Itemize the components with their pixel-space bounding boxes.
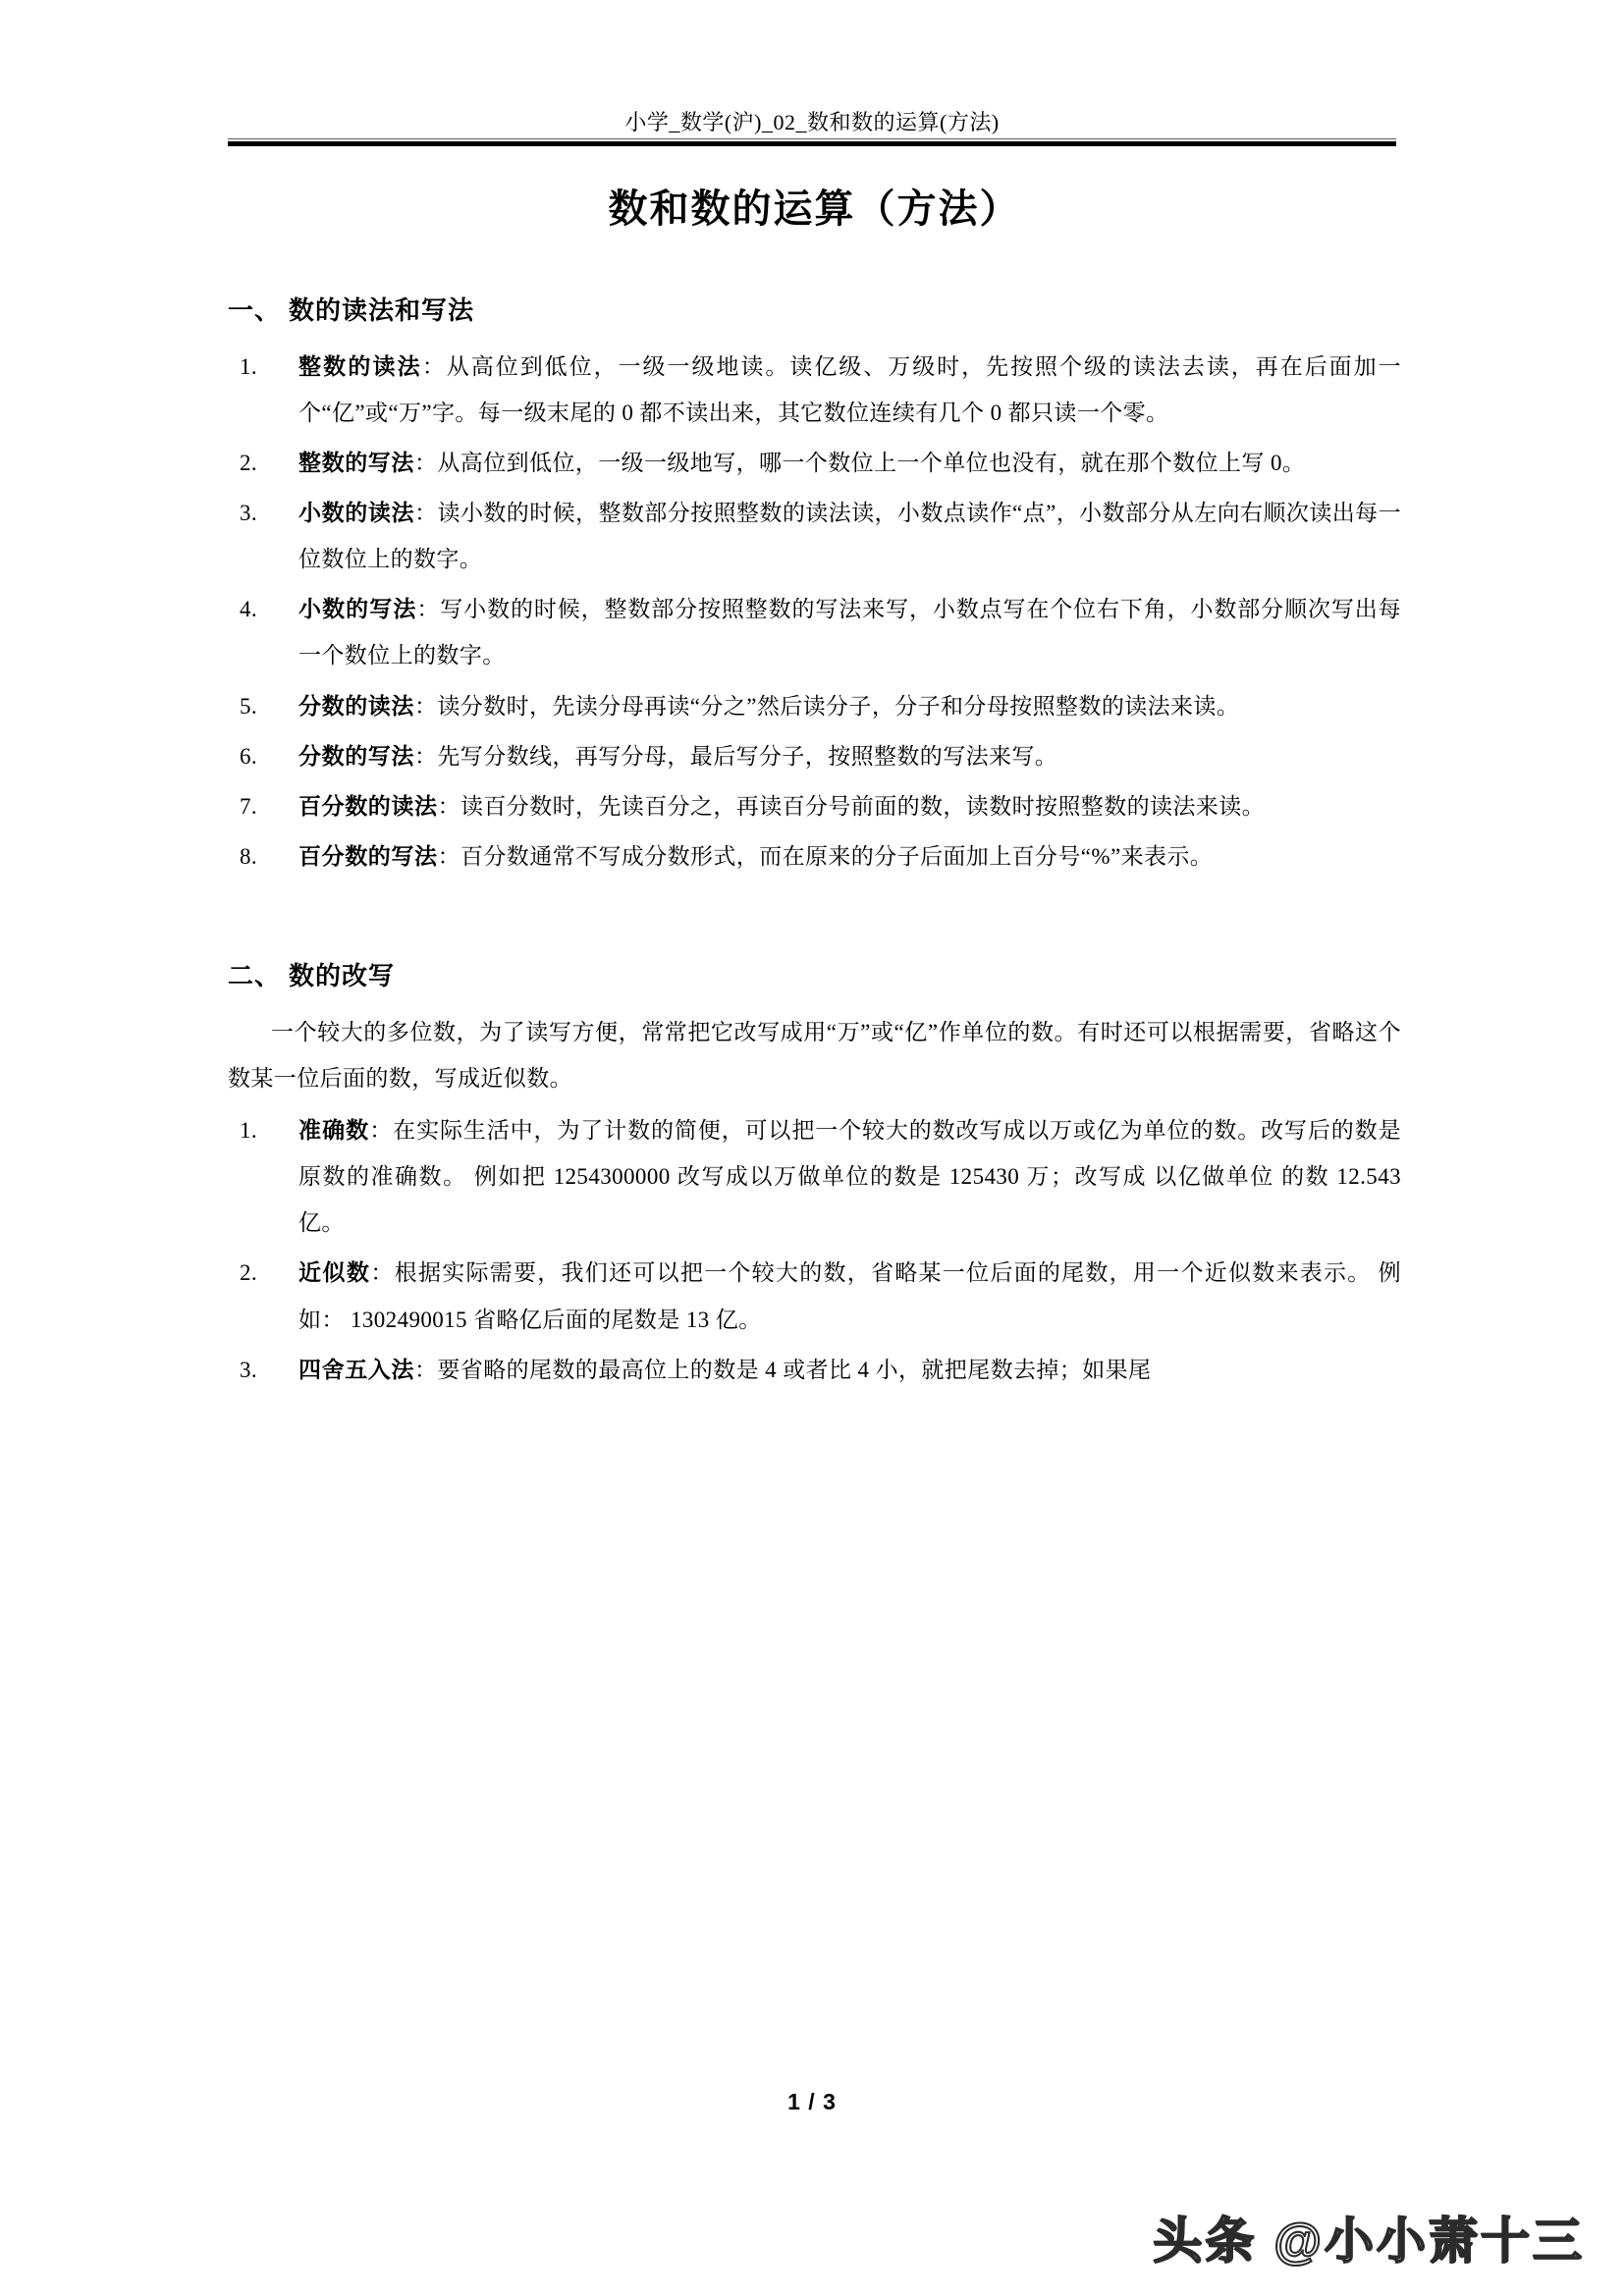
list-item [228,490,1401,582]
list-item-marker: 7. [240,793,258,819]
list-item-marker: 8. [240,844,258,869]
section-number: 一、 [228,296,282,325]
list-item-label: 整数的读法 [298,353,422,379]
list-item-text: ：要省略的尾数的最高位上的数是 4 或者比 4 小，就把尾数去掉；如果尾 [414,1357,1152,1382]
section-heading [228,956,1401,997]
list-item-text: ：读小数的时候，整数部分按照整数的读法读，小数点读作“点”，小数部分从左向右顺次读出每一位数位上的数字。 [298,501,1401,572]
section-number-rewriting [228,956,1401,1393]
list-item-text: ：从高位到低位，一级一级地写，哪一个数位上一个单位也没有，就在那个数位上写 0。 [414,450,1306,475]
list-item-marker: 6. [240,743,258,769]
list-item-text: ：先写分数线，再写分母，最后写分子，按照整数的写法来写。 [414,743,1058,769]
list-item-text: ：在实际生活中，为了计数的简便，可以把一个较大的数改写成以万或亿为单位的数。改写后的数是原数的准确数。 例如把 1254300000 改写成以万做单位的数是 125430 万；改写成 以亿做单位 的数 12.543 亿。 [298,1118,1401,1236]
list-item [228,344,1401,436]
list-item-label: 小数的写法 [298,597,417,622]
section-heading-text: 数的改写 [289,962,396,991]
list-item-label: 小数的读法 [298,501,415,526]
watermark: 头条 @小小萧十三 [1153,2214,1585,2269]
list-item-label: 整数的写法 [298,450,414,475]
header-rule-thick [228,141,1396,146]
list-item-marker: 1. [240,353,258,379]
list-item [228,1347,1401,1393]
page-number: 1 / 3 [787,2089,837,2114]
section-item-list [228,1107,1401,1393]
list-item-marker: 2. [240,450,258,475]
list-item-text: ：写小数的时候，整数部分按照整数的写法来写，小数点写在个位右下角，小数部分顺次写出每一个数位上的数字。 [298,597,1401,668]
page-footer [0,2089,1624,2115]
list-item-marker: 4. [240,597,258,622]
list-item-text: ：从高位到低位，一级一级地读。读亿级、万级时，先按照个级的读法去读，再在后面加一个“亿”或“万”字。每一级末尾的 0 都不读出来，其它数位连续有几个 0 都只读一个零。 [298,353,1402,425]
list-item [228,733,1401,779]
list-item-label: 分数的写法 [298,743,414,769]
running-header-text: 小学_数学(沪)_02_数和数的运算(方法) [624,110,1000,134]
list-item-label: 近似数 [298,1260,371,1286]
list-item-marker: 1. [240,1118,258,1144]
list-item [228,440,1401,486]
list-item-marker: 5. [240,693,258,719]
section-heading-text: 数的读法和写法 [289,296,475,325]
list-item [228,833,1401,880]
section-item-list [228,344,1401,881]
list-item-label: 百分数的读法 [298,793,438,819]
section-spacer [228,883,1401,956]
list-item-text: ：读分数时，先读分母再读“分之”然后读分子，分子和分母按照整数的读法来读。 [414,693,1240,719]
list-item [228,1107,1401,1246]
running-header [228,110,1396,139]
list-item [228,783,1401,829]
section-number-reading-writing [228,291,1401,880]
document-body [228,183,1401,1397]
list-item-marker: 2. [240,1260,258,1286]
section-number: 二、 [228,962,282,991]
list-item-marker: 3. [240,1357,258,1382]
list-item-label: 四舍五入法 [298,1357,414,1382]
list-item-label: 百分数的写法 [298,844,438,869]
list-item-text: ：百分数通常不写成分数形式，而在原来的分子后面加上百分号“%”来表示。 [437,844,1214,869]
section-intro-paragraph: 一个较大的多位数，为了读写方便，常常把它改写成用“万”或“亿”作单位的数。有时还可以根据需要，省略这个数某一位后面的数，写成近似数。 [228,1019,1401,1091]
list-item-label: 准确数 [298,1118,370,1144]
list-item [228,1250,1401,1342]
page-title: 数和数的运算（方法） [608,187,1021,231]
list-item-text: ：根据实际需要，我们还可以把一个较大的数，省略某一位后面的尾数，用一个近似数来表示。 例如： 1302490015 省略亿后面的尾数是 13 亿。 [298,1260,1401,1332]
list-item-text: ：读百分数时，先读百分之，再读百分号前面的数，读数时按照整数的读法来读。 [437,793,1266,819]
list-item [228,586,1401,678]
header-rule-thin [228,138,1396,139]
list-item-marker: 3. [240,501,258,526]
list-item-label: 分数的读法 [298,693,414,719]
list-item [228,683,1401,729]
section-heading [228,291,1401,332]
